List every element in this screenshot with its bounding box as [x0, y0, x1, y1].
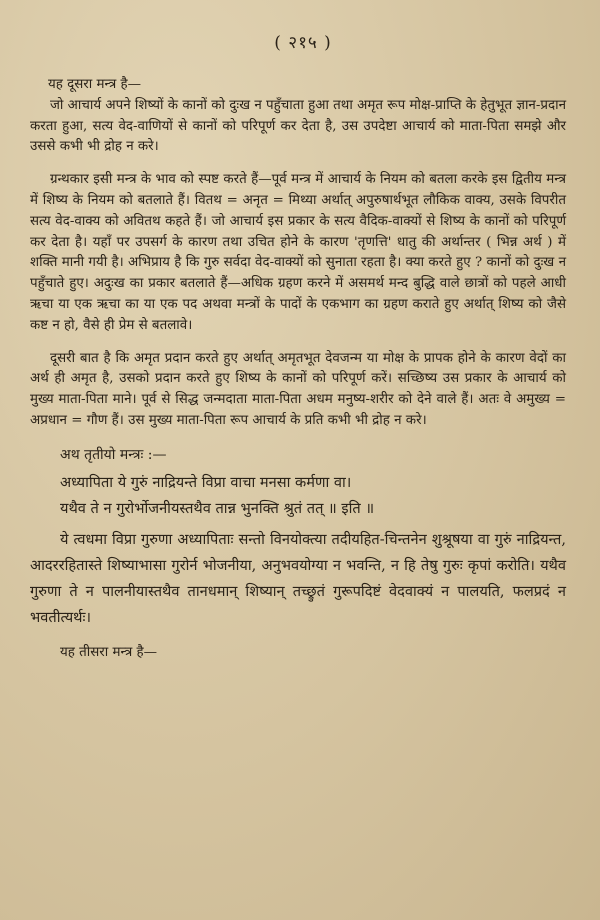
third-mantra-heading: अथ तृतीयो मन्त्रः :—: [60, 446, 167, 463]
verse-line-1: अध्यापिता ये गुरुं नाद्रियन्ते विप्रा वाचा मनसा कर्मणा वा।: [60, 473, 352, 491]
paragraph-author-explanation: ग्रन्थकार इसी मन्त्र के भाव को स्पष्ट करते हैं—पूर्व मन्त्र में आचार्य के नियम को बतला करके इस द्वितीय मन्त्र में शिष्य के नियम को बतलाते हैं। वितथ = अनृत = मिथ्या अर्थात् अपुरुषार्थभूत लौकिक वाक्य, उसके विपरीत सत्य वेद-वाक्य को अवितथ कहते हैं। जो आचार्य इस प्रकार के सत्य वैदिक-वाक्यों से शिष्य के कानों को परिपूर्ण कर देता है। यहाँ पर उपसर्ग के कारण तथा उचित होने के कारण 'तृणत्ति' धातु की अर्थान्तर ( भिन्न अर्थ ) में शक्ति मानी गयी है। अभिप्राय है कि गुरु सर्वदा वेद-वाक्यों को सुनाता रहता है। क्या करते हुए ? कानों को दुःख न पहुँचाते हुए। अदुःख का प्रकार बतलाते हैं—अधिक ग्रहण करने में असमर्थ मन्द बुद्धि वाले छात्रों को पहले आधी ऋचा या एक ऋचा का या एक पद अथवा मन्त्रों के पादों के एकभाग का ग्रहण कराते हुए अर्थात् शिष्य को जैसे कष्ट न हो, वैसे ही प्रेम से बतलावे।: [30, 172, 566, 333]
verse-line-2: यथैव ते न गुरोर्भोजनीयस्तथैव तान्न भुनक्ति श्रुतं तत् ॥ इति ॥: [60, 500, 375, 518]
sanskrit-verse: [30, 470, 566, 523]
third-mantra-intro: यह तीसरा मन्त्र है—: [60, 644, 157, 660]
page-number: ( २१५ ): [274, 33, 332, 53]
second-mantra-intro: यह दूसरा मन्त्र है—: [48, 77, 142, 92]
paragraph-second-point: दूसरी बात है कि अमृत प्रदान करते हुए अर्थात् अमृतभूत देवजन्म या मोक्ष के प्रापक होने के कारण वेदों का अर्थ ही अमृत है, उसको प्रदान करते हुए शिष्य के कानों को परिपूर्ण करें। सच्छिष्य उस प्रकार के आचार्य को मुख्य माता-पिता माने। पूर्व से सिद्ध जन्मदाता माता-पिता अधम मनुष्य-शरीर को देने वाले हैं। अतः वे अमुख्य = अप्रधान = गौण हैं। उस मुख्य माता-पिता रूप आचार्य के प्रति कभी भी द्रोह न करे।: [30, 350, 566, 428]
paragraph-mantra-meaning: जो आचार्य अपने शिष्यों के कानों को दुःख न पहुँचाता हुआ तथा अमृत रूप मोक्ष-प्राप्ति के हेतुभूत ज्ञान-प्रदान करता हुआ, सत्य वेद-वाणियों से कानों को परिपूर्ण कर देता है, उस उपदेष्टा आचार्य को माता-पिता समझे और उससे कभी भी द्रोह न करे।: [30, 97, 566, 155]
sanskrit-commentary: ये त्वधमा विप्रा गुरुणा अध्यापिताः सन्तो विनयोक्त्या तदीयहित-चिन्तनेन शुश्रूषया वा गुरुं नाद्रियन्त, आदररहितास्ते शिष्याभासा गुरोर्न भोजनीया, अनुभवयोग्या न भवन्ति, न हि तेषु गुरुः कृपां करोति। यथैव गुरुणा ते न पालनीयास्तथैव तानधमान् शिष्यान् तच्छ्रुतं गुरूपदिष्टं वेदवाक्यं न पालयति, फलप्रदं न भवतीत्यर्थः।: [30, 530, 566, 626]
